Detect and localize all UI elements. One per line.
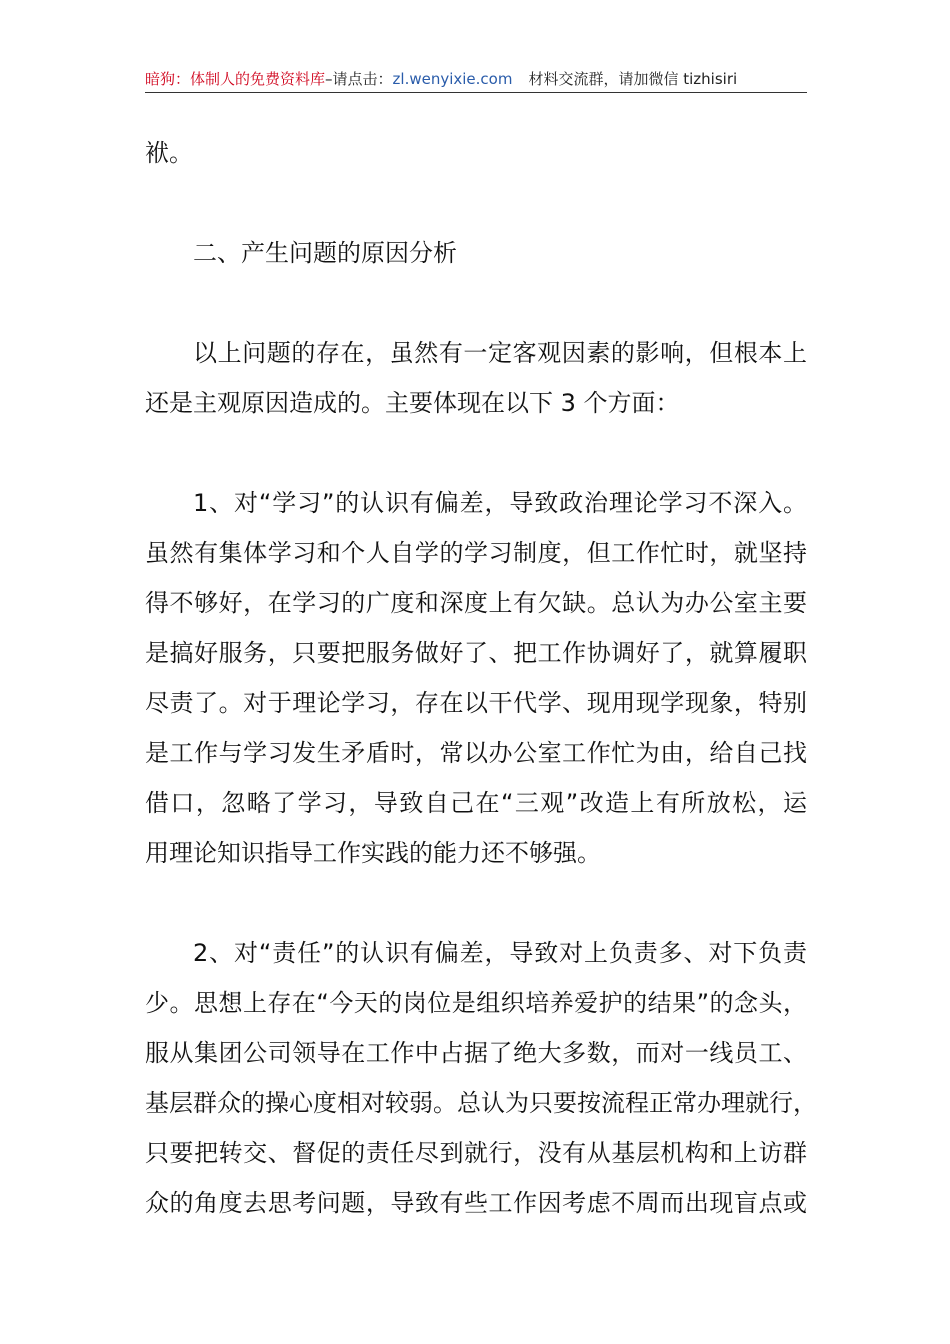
paragraph-line: 以上问题的存在，虽然有一定客观因素的影响，但根本上: [193, 339, 807, 367]
paragraph-line: 2、对“责任”的认识有偏差，导致对上负责多、对下负责: [193, 939, 807, 967]
paragraph-line: 借口，忽略了学习，导致自己在“三观”改造上有所放松，运: [145, 789, 807, 817]
document-body: [145, 128, 817, 1228]
page-header: [145, 68, 807, 93]
paragraph-line: 1、对“学习”的认识有偏差，导致政治理论学习不深入。: [193, 489, 807, 517]
section-heading: 二、产生问题的原因分析: [193, 239, 457, 267]
paragraph-line: 服从集团公司领导在工作中占据了绝大多数，而对一线员工、: [145, 1039, 807, 1067]
paragraph-intro: [145, 328, 807, 428]
spacer: [145, 878, 807, 928]
paragraph-line: 基层群众的操心度相对较弱。总认为只要按流程正常办理就行，: [145, 1089, 817, 1117]
spacer: [145, 178, 807, 228]
header-tail: 材料交流群，请加微信 tizhisiri: [528, 70, 738, 88]
paragraph-point-1: [145, 478, 807, 878]
paragraph-line: 是搞好服务，只要把服务做好了、把工作协调好了，就算履职: [145, 639, 807, 667]
header-separator: –请点击：: [325, 70, 393, 88]
paragraph-line: 少。思想上存在“今天的岗位是组织培养爱护的结果”的念头，: [145, 989, 807, 1017]
continuation-fragment: 袱。: [145, 139, 193, 167]
spacer: [145, 278, 807, 328]
spacer: [145, 428, 807, 478]
header-brand: 暗狗：体制人的免费资料库: [145, 70, 326, 88]
paragraph-point-2: [145, 928, 817, 1228]
paragraph-line: 尽责了。对于理论学习，存在以干代学、现用现学现象，特别: [145, 689, 807, 717]
paragraph-line: 是工作与学习发生矛盾时，常以办公室工作忙为由，给自己找: [145, 739, 807, 767]
paragraph-line: 还是主观原因造成的。主要体现在以下 3 个方面：: [145, 389, 680, 417]
paragraph-line: 虽然有集体学习和个人自学的学习制度，但工作忙时，就坚持: [145, 539, 807, 567]
paragraph-line: 只要把转交、督促的责任尽到就行，没有从基层机构和上访群: [145, 1139, 807, 1167]
paragraph-line: 得不够好，在学习的广度和深度上有欠缺。总认为办公室主要: [145, 589, 807, 617]
header-link[interactable]: zl.wenyixie.com: [392, 70, 513, 88]
paragraph-line: 众的角度去思考问题，导致有些工作因考虑不周而出现盲点或: [145, 1189, 807, 1217]
paragraph-line: 用理论知识指导工作实践的能力还不够强。: [145, 839, 601, 867]
